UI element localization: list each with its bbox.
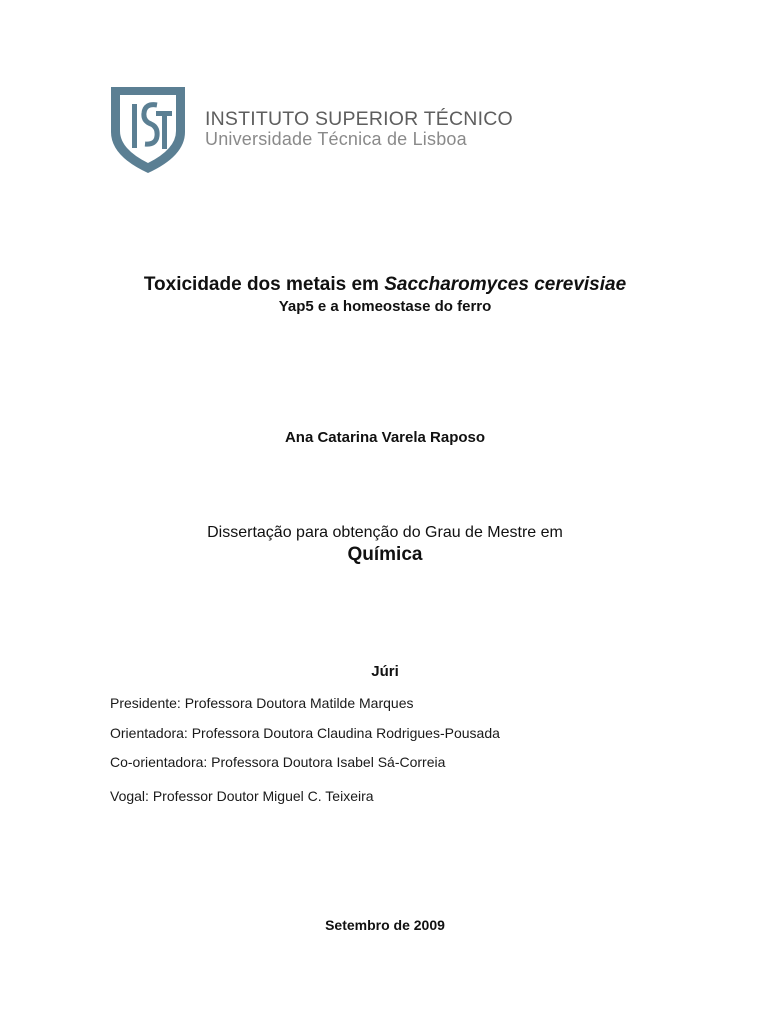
submission-date: Setembro de 2009	[325, 917, 445, 933]
university-name: Universidade Técnica de Lisboa	[205, 129, 467, 149]
thesis-title-prefix: Toxicidade dos metais em	[143, 274, 385, 295]
degree-field: Química	[347, 544, 423, 565]
institution-logo-block	[110, 86, 513, 176]
author-name: Ana Catarina Varela Raposo	[284, 429, 486, 446]
ist-shield-icon	[110, 86, 186, 174]
jury-member-co-supervisor: Co-orientadora: Professora Doutora Isabel Sá-Correia	[110, 754, 446, 770]
jury-member-examiner: Vogal: Professor Doutor Miguel C. Teixeira	[110, 788, 374, 804]
thesis-title	[0, 274, 770, 296]
institution-name: INSTITUTO SUPERIOR TÉCNICO	[205, 108, 513, 130]
jury-member-supervisor: Orientadora: Professora Doutora Claudina Rodrigues-Pousada	[110, 725, 500, 741]
thesis-subtitle: Yap5 e a homeostase do ferro	[278, 298, 492, 315]
thesis-title-species: Saccharomyces cerevisiae	[384, 274, 627, 295]
jury-heading: Júri	[371, 663, 399, 680]
jury-member-president: Presidente: Professora Doutora Matilde Marques	[110, 695, 414, 711]
degree-statement: Dissertação para obtenção do Grau de Mestre em	[207, 524, 563, 541]
